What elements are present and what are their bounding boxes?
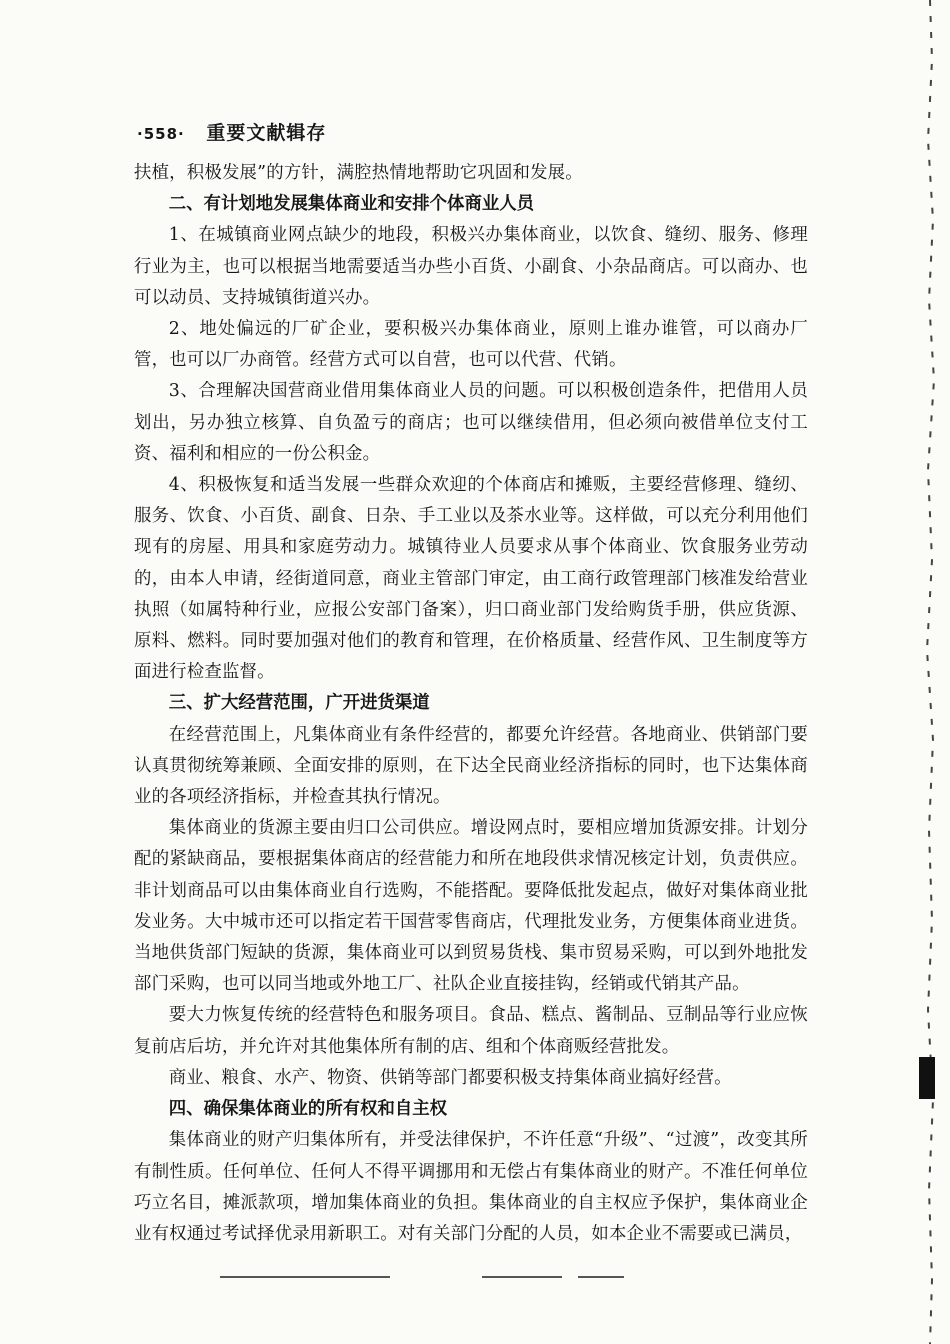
paragraph: 扶植，积极发展”的方针，满腔热情地帮助它巩固和发展。 <box>134 163 583 183</box>
scan-artifact-block <box>919 1057 935 1099</box>
paragraph: 集体商业的货源主要由归口公司供应。增设网点时，要相应增加货源安排。计划分配的紧缺商品，要根据集体商店的经营能力和所在地段供求情况核定计划，负责供应。非计划商品可以由集体商业自行选购，不能搭配。要降低批发起点，做好对集体商业批发业务。大中城市还可以指定若干国营零售商店，代理批发业务，方便集体商业进货。当地供货部门短缺的货源，集体商业可以到贸易货栈、集市贸易采购，可以到外地批发部门采购，也可以同当地或外地工厂、社队企业直接挂钩，经销或代销其产品。 <box>134 818 808 995</box>
footer-rule <box>220 1276 390 1278</box>
paragraph: 4、积极恢复和适当发展一些群众欢迎的个体商店和摊贩，主要经营修理、缝纫、服务、饮食、小百货、副食、日杂、手工业以及茶水业等。这样做，可以充分利用他们现有的房屋、用具和家庭劳动力。城镇待业人员要求从事个体商业、饮食服务业劳动的，由本人申请，经街道同意，商业主管部门审定，由工商行政管理部门核准发给营业执照（如属特种行业，应报公安部门备案），归口商业部门发给购货手册，供应货源、原料、燃料。同时要加强对他们的教育和管理，在价格质量、经营作风、卫生制度等方面进行检查监督。 <box>134 475 808 683</box>
paragraph: 要大力恢复传统的经营特色和服务项目。食品、糕点、酱制品、豆制品等行业应恢复前店后坊，并允许对其他集体所有制的店、组和个体商贩经营批发。 <box>134 1005 808 1057</box>
page-body <box>134 158 808 1250</box>
section-heading: 四、确保集体商业的所有权和自主权 <box>168 1099 448 1120</box>
footer-rule <box>482 1276 562 1278</box>
scan-edge-shadow <box>916 0 946 1344</box>
paragraph: 3、合理解决国营商业借用集体商业人员的问题。可以积极创造条件，把借用人员划出，另办独立核算、自负盈亏的商店；也可以继续借用，但必须向被借单位支付工资、福利和相应的一份公积金。 <box>134 381 808 464</box>
paragraph: 在经营范围上，凡集体商业有条件经营的，都要允许经营。各地商业、供销部门要认真贯彻统筹兼顾、全面安排的原则，在下达全民商业经济指标的同时，也下达集体商业的各项经济指标，并检查其执行情况。 <box>134 724 808 808</box>
paragraph: 1、在城镇商业网点缺少的地段，积极兴办集体商业，以饮食、缝纫、服务、修理行业为主，也可以根据当地需要适当办些小百货、小副食、小杂品商店。可以商办、也可以动员、支持城镇街道兴办。 <box>134 225 808 308</box>
section-heading: 三、扩大经营范围，广开进货渠道 <box>168 693 430 714</box>
book-title: 重要文献辑存 <box>206 122 327 144</box>
section-heading: 二、有计划地发展集体商业和安排个体商业人员 <box>168 194 535 215</box>
paragraph: 2、地处偏远的厂矿企业，要积极兴办集体商业，原则上谁办谁管，可以商办厂管，也可以厂办商管。经营方式可以自营，也可以代营、代销。 <box>134 319 808 371</box>
page-number: ·558· <box>137 125 185 143</box>
paragraph: 集体商业的财产归集体所有，并受法律保护，不许任意“升级”、“过渡”，改变其所有制性质。任何单位、任何人不得平调挪用和无偿占有集体商业的财产。不准任何单位巧立名目，摊派款项，增加集体商业的负担。集体商业的自主权应予保护，集体商业企业有权通过考试择优录用新职工。对有关部门分配的人员，如本企业不需要或已满员， <box>134 1130 808 1244</box>
paragraph: 商业、粮食、水产、物资、供销等部门都要积极支持集体商业搞好经营。 <box>168 1067 732 1088</box>
footer-rule <box>578 1276 624 1278</box>
running-header <box>137 118 326 145</box>
